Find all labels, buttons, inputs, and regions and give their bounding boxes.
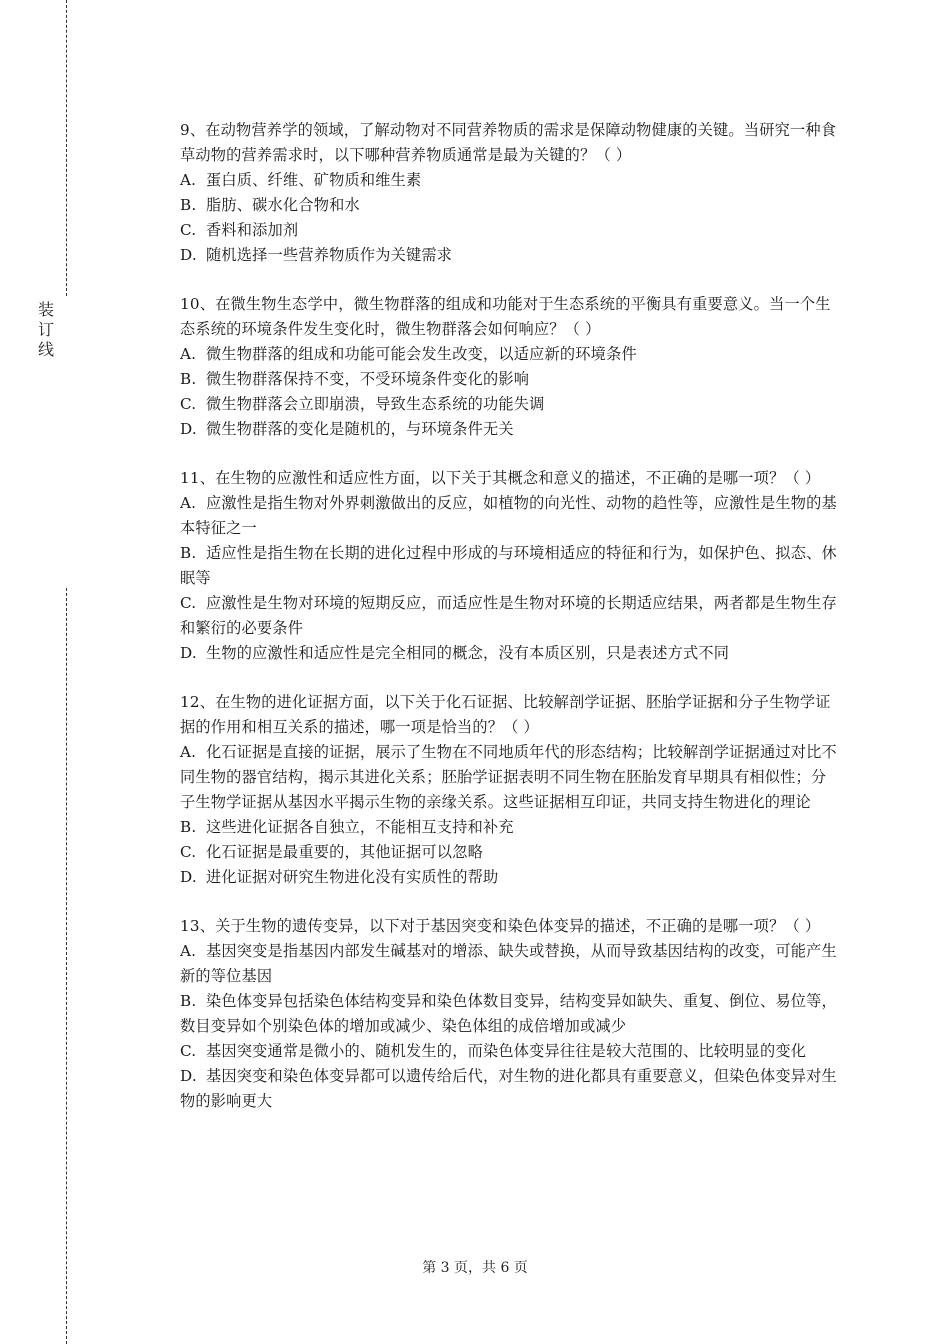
option-letter: C. xyxy=(180,221,197,239)
option-b xyxy=(180,541,840,591)
question-stem: 11、在生物的应激性和适应性方面，以下关于其概念和意义的描述，不正确的是哪一项？（ ） xyxy=(180,469,821,487)
option-text: 这些进化证据各自独立，不能相互支持和补充 xyxy=(206,818,514,836)
option-text: 基因突变和染色体变异都可以遗传给后代，对生物的进化都具有重要意义，但染色体变异对生物的影响更大 xyxy=(180,1067,837,1110)
option-c xyxy=(180,218,840,243)
question-11 xyxy=(180,466,840,666)
option-letter: C. xyxy=(180,594,197,612)
option-letter: D. xyxy=(180,246,197,264)
option-text: 应激性是指生物对外界刺激做出的反应，如植物的向光性、动物的趋性等，应激性是生物的基本特征之一 xyxy=(180,494,837,537)
question-stem: 13、关于生物的遗传变异，以下对于基因突变和染色体变异的描述，不正确的是哪一项？（ ） xyxy=(180,917,821,935)
question-12 xyxy=(180,690,840,890)
option-text: 基因突变是指基因内部发生碱基对的增添、缺失或替换，从而导致基因结构的改变，可能产生新的等位基因 xyxy=(180,942,837,985)
option-letter: B. xyxy=(180,992,197,1010)
option-d xyxy=(180,1064,840,1114)
binding-label-char: 订 xyxy=(37,320,54,339)
option-text: 微生物群落的变化是随机的，与环境条件无关 xyxy=(206,420,514,438)
option-a xyxy=(180,491,840,541)
option-b xyxy=(180,367,840,392)
option-text: 染色体变异包括染色体结构变异和染色体数目变异，结构变异如缺失、重复、倒位、易位等，数目变异如个别染色体的增加或减少、染色体组的成倍增加或减少 xyxy=(180,992,837,1035)
option-letter: B. xyxy=(180,370,197,388)
option-d xyxy=(180,865,840,890)
option-a xyxy=(180,168,840,193)
option-text: 随机选择一些营养物质作为关键需求 xyxy=(206,246,453,264)
page-number-footer: 第 3 页，共 6 页 xyxy=(422,1260,528,1276)
option-letter: B. xyxy=(180,196,197,214)
option-c xyxy=(180,840,840,865)
option-text: 应激性是生物对环境的短期反应，而适应性是生物对环境的长期适应结果，两者都是生物生存和繁衍的必要条件 xyxy=(180,594,837,637)
question-13 xyxy=(180,914,840,1114)
question-9 xyxy=(180,118,840,268)
binding-dashed-line-bottom xyxy=(66,588,67,1344)
option-letter: A. xyxy=(180,494,197,512)
option-letter: C. xyxy=(180,395,197,413)
question-stem: 10、在微生物生态学中，微生物群落的组成和功能对于生态系统的平衡具有重要意义。当一个生态系统的环境条件发生变化时，微生物群落会如何响应？（ ） xyxy=(180,295,831,338)
option-text: 蛋白质、纤维、矿物质和维生素 xyxy=(206,171,422,189)
binding-dashed-line-top xyxy=(66,0,67,296)
option-d xyxy=(180,243,840,268)
option-letter: A. xyxy=(180,942,197,960)
option-a xyxy=(180,939,840,989)
option-letter: B. xyxy=(180,818,197,836)
option-text: 微生物群落会立即崩溃，导致生态系统的功能失调 xyxy=(206,395,545,413)
option-letter: A. xyxy=(180,743,197,761)
option-text: 微生物群落的组成和功能可能会发生改变，以适应新的环境条件 xyxy=(206,345,637,363)
option-text: 香料和添加剂 xyxy=(206,221,299,239)
option-b xyxy=(180,815,840,840)
question-stem: 12、在生物的进化证据方面，以下关于化石证据、比较解剖学证据、胚胎学证据和分子生物学证据的作用和相互关系的描述，哪一项是恰当的？（ ） xyxy=(180,693,831,736)
binding-label-char: 装 xyxy=(37,300,54,319)
option-b xyxy=(180,193,840,218)
option-letter: A. xyxy=(180,171,197,189)
option-letter: D. xyxy=(180,644,197,662)
option-d xyxy=(180,417,840,442)
option-c xyxy=(180,392,840,417)
option-a xyxy=(180,342,840,367)
option-text: 脂肪、碳水化合物和水 xyxy=(206,196,360,214)
option-letter: A. xyxy=(180,345,197,363)
option-text: 化石证据是最重要的，其他证据可以忽略 xyxy=(206,843,483,861)
option-c xyxy=(180,1039,840,1064)
option-letter: D. xyxy=(180,420,197,438)
option-text: 进化证据对研究生物进化没有实质性的帮助 xyxy=(206,868,499,886)
binding-label xyxy=(36,300,56,360)
option-text: 基因突变通常是微小的、随机发生的，而染色体变异往往是较大范围的、比较明显的变化 xyxy=(206,1042,807,1060)
option-text: 适应性是指生物在长期的进化过程中形成的与环境相适应的特征和行为，如保护色、拟态、休眠等 xyxy=(180,544,837,587)
option-b xyxy=(180,989,840,1039)
option-text: 化石证据是直接的证据，展示了生物在不同地质年代的形态结构；比较解剖学证据通过对比不同生物的器官结构，揭示其进化关系；胚胎学证据表明不同生物在胚胎发育早期具有相似性；分子生物学证据从基因水平揭示生物的亲缘关系。这些证据相互印证，共同支持生物进化的理论 xyxy=(180,743,837,811)
option-letter: B. xyxy=(180,544,197,562)
question-stem: 9、在动物营养学的领域，了解动物对不同营养物质的需求是保障动物健康的关键。当研究一种食草动物的营养需求时，以下哪种营养物质通常是最为关键的？（ ） xyxy=(180,121,837,164)
question-list xyxy=(180,118,840,1138)
option-text: 生物的应激性和适应性是完全相同的概念，没有本质区别，只是表述方式不同 xyxy=(206,644,730,662)
question-10 xyxy=(180,292,840,442)
option-text: 微生物群落保持不变，不受环境条件变化的影响 xyxy=(206,370,530,388)
option-d xyxy=(180,641,840,666)
option-c xyxy=(180,591,840,641)
option-a xyxy=(180,740,840,815)
binding-label-char: 线 xyxy=(37,340,54,359)
option-letter: D. xyxy=(180,868,197,886)
option-letter: C. xyxy=(180,1042,197,1060)
option-letter: D. xyxy=(180,1067,197,1085)
option-letter: C. xyxy=(180,843,197,861)
